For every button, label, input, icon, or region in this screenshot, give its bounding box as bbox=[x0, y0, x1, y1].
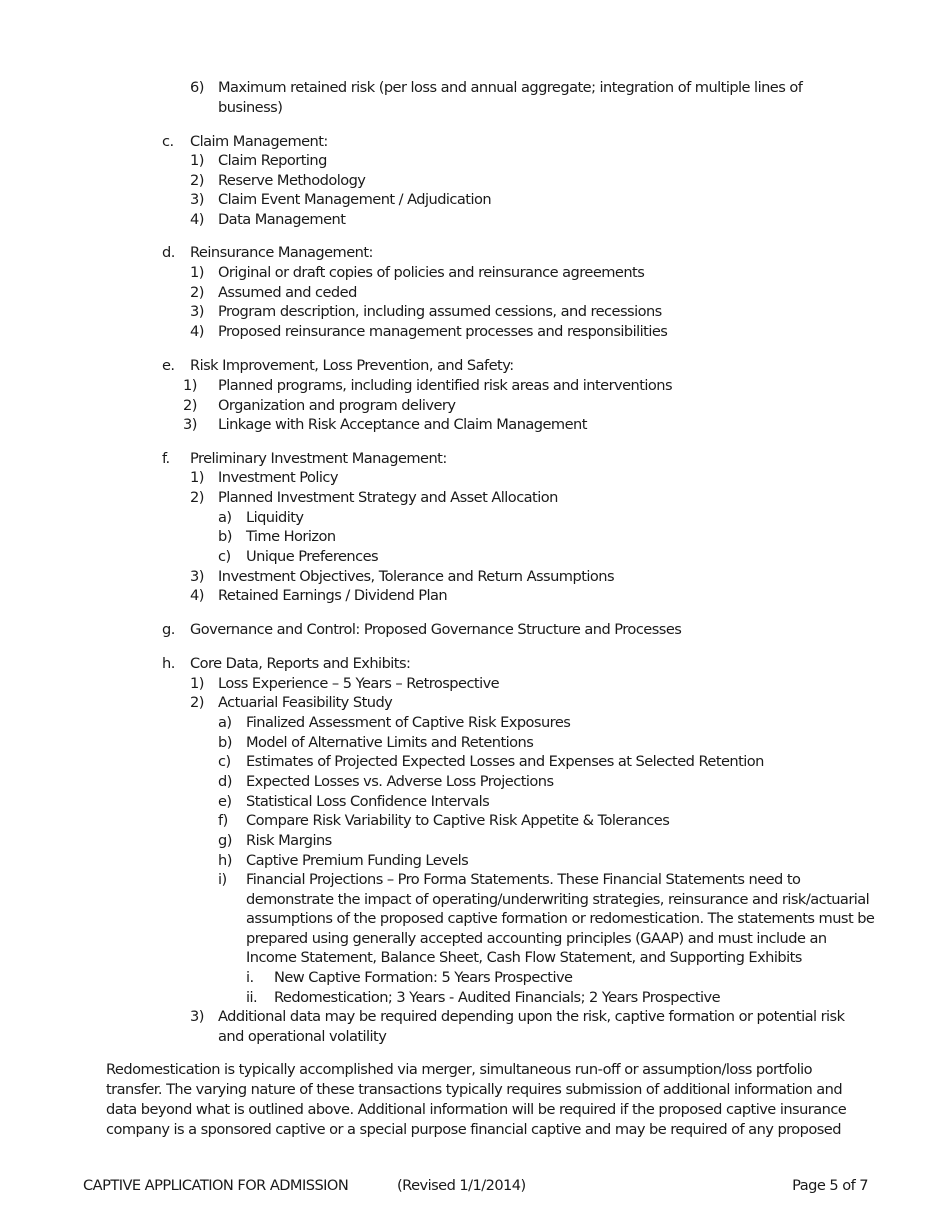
list-marker: 6) bbox=[190, 79, 204, 96]
list-item-text: demonstrate the impact of operating/underwriting strategies, reinsurance and risk/actuarial bbox=[246, 890, 870, 908]
list-item-text: Planned Investment Strategy and Asset Allocation bbox=[218, 489, 558, 506]
list-item-text: Investment Objectives, Tolerance and Return Assumptions bbox=[218, 568, 614, 585]
list-item-text: Claim Reporting bbox=[218, 152, 327, 169]
list-item-text: Time Horizon bbox=[246, 528, 336, 545]
list-item-text: Compare Risk Variability to Captive Risk Appetite & Tolerances bbox=[246, 812, 670, 829]
list-item-text: Statistical Loss Confidence Intervals bbox=[246, 793, 490, 810]
list-marker: g) bbox=[218, 832, 232, 849]
list-item-text: Additional data may be required depending upon the risk, captive formation or potential risk bbox=[218, 1008, 845, 1025]
list-marker: c. bbox=[162, 133, 174, 150]
list-item-text: Assumed and ceded bbox=[218, 284, 357, 301]
list-marker: f. bbox=[162, 450, 170, 467]
list-marker: 3) bbox=[190, 191, 204, 208]
footer-title: CAPTIVE APPLICATION FOR ADMISSION bbox=[83, 1177, 349, 1194]
list-marker: 1) bbox=[183, 377, 197, 394]
list-item-text: Loss Experience – 5 Years – Retrospective bbox=[218, 675, 500, 692]
list-marker: 2) bbox=[190, 489, 204, 506]
list-item-text: Redomestication; 3 Years - Audited Financials; 2 Years Prospective bbox=[274, 989, 721, 1006]
list-item-text: Organization and program delivery bbox=[218, 397, 456, 414]
list-marker: 2) bbox=[183, 397, 197, 414]
list-marker: 1) bbox=[190, 675, 204, 692]
list-item-text: assumptions of the proposed captive formation or redomestication. The statements must be bbox=[246, 910, 875, 928]
paragraph-line: company is a sponsored captive or a special purpose financial captive and may be required of any proposed bbox=[106, 1121, 841, 1138]
list-marker: 3) bbox=[190, 303, 204, 320]
paragraph-line: transfer. The varying nature of these transactions typically requires submission of additional information and bbox=[106, 1081, 843, 1098]
list-item-text: Captive Premium Funding Levels bbox=[246, 852, 469, 869]
list-marker: 2) bbox=[190, 284, 204, 301]
list-marker: i) bbox=[218, 871, 227, 888]
list-item-text: Risk Margins bbox=[246, 832, 332, 849]
list-marker: 2) bbox=[190, 172, 204, 189]
paragraph-line: Redomestication is typically accomplished via merger, simultaneous run-off or assumption/loss portfolio bbox=[106, 1061, 812, 1078]
list-item-text: Expected Losses vs. Adverse Loss Projections bbox=[246, 773, 554, 790]
list-item-text: Program description, including assumed cessions, and recessions bbox=[218, 303, 662, 320]
list-marker: f) bbox=[218, 812, 228, 829]
list-item-text: Investment Policy bbox=[218, 469, 338, 486]
list-item-text: Financial Projections – Pro Forma Statements. These Financial Statements need to bbox=[246, 871, 801, 888]
list-item-text: Preliminary Investment Management: bbox=[190, 450, 447, 467]
list-item-text: Risk Improvement, Loss Prevention, and Safety: bbox=[190, 357, 514, 374]
list-marker: ii. bbox=[246, 989, 258, 1006]
list-marker: 3) bbox=[190, 568, 204, 585]
list-marker: h. bbox=[162, 655, 175, 672]
list-item-text: Original or draft copies of policies and reinsurance agreements bbox=[218, 264, 645, 281]
list-marker: 4) bbox=[190, 587, 204, 604]
list-item-text: Claim Management: bbox=[190, 133, 328, 150]
list-marker: d. bbox=[162, 244, 175, 261]
list-item-text: Actuarial Feasibility Study bbox=[218, 694, 393, 711]
list-marker: b) bbox=[218, 734, 232, 751]
list-item-text: and operational volatility bbox=[218, 1027, 387, 1045]
closing-paragraph bbox=[106, 1060, 896, 1140]
list-marker: b) bbox=[218, 528, 232, 545]
list-item-text: Unique Preferences bbox=[246, 548, 379, 565]
list-marker: c) bbox=[218, 548, 231, 565]
list-item-text: business) bbox=[218, 98, 283, 116]
list-item-text: Reserve Methodology bbox=[218, 172, 366, 189]
list-item-text: Governance and Control: Proposed Governance Structure and Processes bbox=[190, 621, 682, 638]
footer-revised: (Revised 1/1/2014) bbox=[397, 1177, 526, 1194]
list-item-text: Income Statement, Balance Sheet, Cash Flow Statement, and Supporting Exhibits bbox=[246, 949, 802, 967]
list-marker: 4) bbox=[190, 211, 204, 228]
list-item-text: Estimates of Projected Expected Losses and Expenses at Selected Retention bbox=[246, 753, 764, 770]
list-item-text: Finalized Assessment of Captive Risk Exposures bbox=[246, 714, 571, 731]
paragraph-line: data beyond what is outlined above. Additional information will be required if the proposed captive insurance bbox=[106, 1101, 847, 1118]
list-item-text: Model of Alternative Limits and Retentions bbox=[246, 734, 534, 751]
list-item-text: Planned programs, including identified risk areas and interventions bbox=[218, 377, 673, 394]
list-item-text: Liquidity bbox=[246, 509, 304, 526]
list-item-text: prepared using generally accepted accounting principles (GAAP) and must include an bbox=[246, 929, 827, 947]
list-marker: 3) bbox=[183, 416, 197, 433]
list-marker: 2) bbox=[190, 694, 204, 711]
list-item-text: Reinsurance Management: bbox=[190, 244, 373, 261]
list-item-text: New Captive Formation: 5 Years Prospective bbox=[274, 969, 573, 986]
list-item-text: Maximum retained risk (per loss and annual aggregate; integration of multiple lines of bbox=[218, 79, 803, 96]
list-marker: 3) bbox=[190, 1008, 204, 1025]
list-item-text: Claim Event Management / Adjudication bbox=[218, 191, 492, 208]
list-marker: e) bbox=[218, 793, 232, 810]
list-marker: g. bbox=[162, 621, 175, 638]
footer-page-number: Page 5 of 7 bbox=[792, 1177, 868, 1194]
list-marker: 1) bbox=[190, 264, 204, 281]
list-marker: 1) bbox=[190, 469, 204, 486]
list-marker: d) bbox=[218, 773, 232, 790]
list-item-text: Data Management bbox=[218, 211, 346, 228]
list-item-text: Linkage with Risk Acceptance and Claim Management bbox=[218, 416, 587, 433]
list-item-text: Proposed reinsurance management processes and responsibilities bbox=[218, 323, 668, 340]
list-marker: 4) bbox=[190, 323, 204, 340]
list-marker: a) bbox=[218, 509, 232, 526]
list-item-text: Core Data, Reports and Exhibits: bbox=[190, 655, 411, 672]
list-item-text: Retained Earnings / Dividend Plan bbox=[218, 587, 448, 604]
list-marker: a) bbox=[218, 714, 232, 731]
list-marker: e. bbox=[162, 357, 175, 374]
list-marker: h) bbox=[218, 852, 232, 869]
list-marker: i. bbox=[246, 969, 254, 986]
list-marker: c) bbox=[218, 753, 231, 770]
list-marker: 1) bbox=[190, 152, 204, 169]
